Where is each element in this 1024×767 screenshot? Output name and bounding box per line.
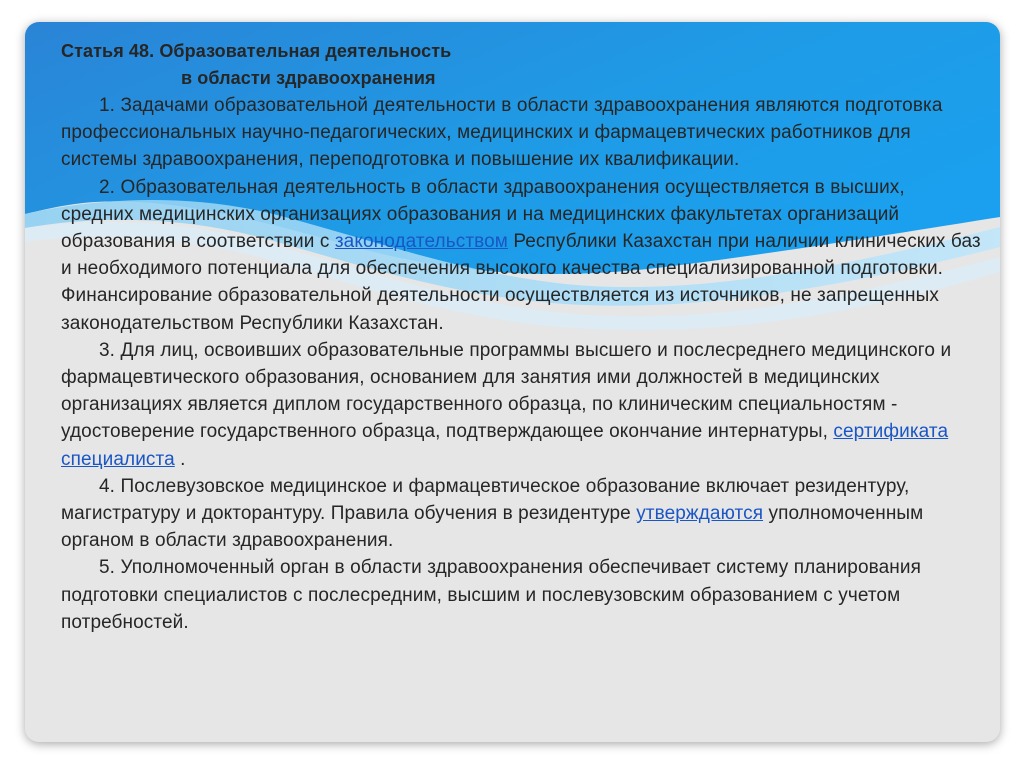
paragraph-3-text-before: Для лиц, освоивших образовательные программы высшего и послесреднего медицинского и фармацевтического образования, основанием для занятия ими должностей в медицинских организациях является диплом государственного образца, по клиническим специальностям - удостоверение государственного образца, подтверждающее окончание интернатуры,: [61, 339, 952, 443]
approved-link[interactable]: утверждаются: [636, 503, 764, 525]
paragraph-2: [61, 174, 981, 337]
article-title: [61, 38, 981, 92]
paragraph-2-text-before: Образовательная деятельность в области здравоохранения осуществляется в высших, средних медицинских организациях образования и на медицинских факультетах организаций образования в соответствии с: [61, 176, 905, 253]
paragraph-3-text-after: .: [180, 448, 186, 470]
paragraph-3-number: 3.: [99, 339, 116, 361]
paragraph-4-number: 4.: [99, 475, 116, 497]
paragraph-5-text: Уполномоченный орган в области здравоохранения обеспечивает систему планирования подготовки специалистов с послесредним, высшим и послевузовским образованием с учетом потребностей.: [61, 557, 921, 633]
legislation-link[interactable]: законодательством: [334, 231, 508, 253]
paragraph-4-text-after: уполномоченным органом в области здравоохранения.: [61, 503, 924, 552]
paragraph-4-text-before: Послевузовское медицинское и фармацевтическое образование включает резидентуру, магистратуру и докторантуру. Правила обучения в резидентуре: [61, 475, 910, 525]
title-line-2: в области здравоохранения: [181, 68, 436, 88]
paragraph-1-text: Задачами образовательной деятельности в области здравоохранения являются подготовка профессиональных научно-педагогических, медицинских и фармацевтических работников для системы здравоохранения, переподготовка и повышение их квалификации.: [61, 95, 943, 171]
paragraph-1-number: 1.: [99, 95, 116, 116]
paragraph-3: [61, 337, 981, 473]
specialist-certificate-link[interactable]: сертификата специалиста: [61, 421, 949, 470]
paragraph-2-text-after: Республики Казахстан при наличии клинических баз и необходимого потенциала для обеспечения высокого качества специализированной подготовки. Финансирование образовательной деятельности осуществляется из источников, не запрещенных законодательством Республики Казахстан.: [61, 231, 981, 334]
paragraph-4: [61, 473, 981, 555]
paragraph-5: [61, 554, 981, 636]
paragraph-1: [61, 92, 981, 174]
article-content: [61, 38, 981, 636]
slide-card: [25, 22, 1000, 742]
title-line-1: Статья 48. Образовательная деятельность: [61, 41, 452, 61]
paragraph-5-number: 5.: [99, 557, 116, 579]
paragraph-2-number: 2.: [99, 176, 116, 198]
